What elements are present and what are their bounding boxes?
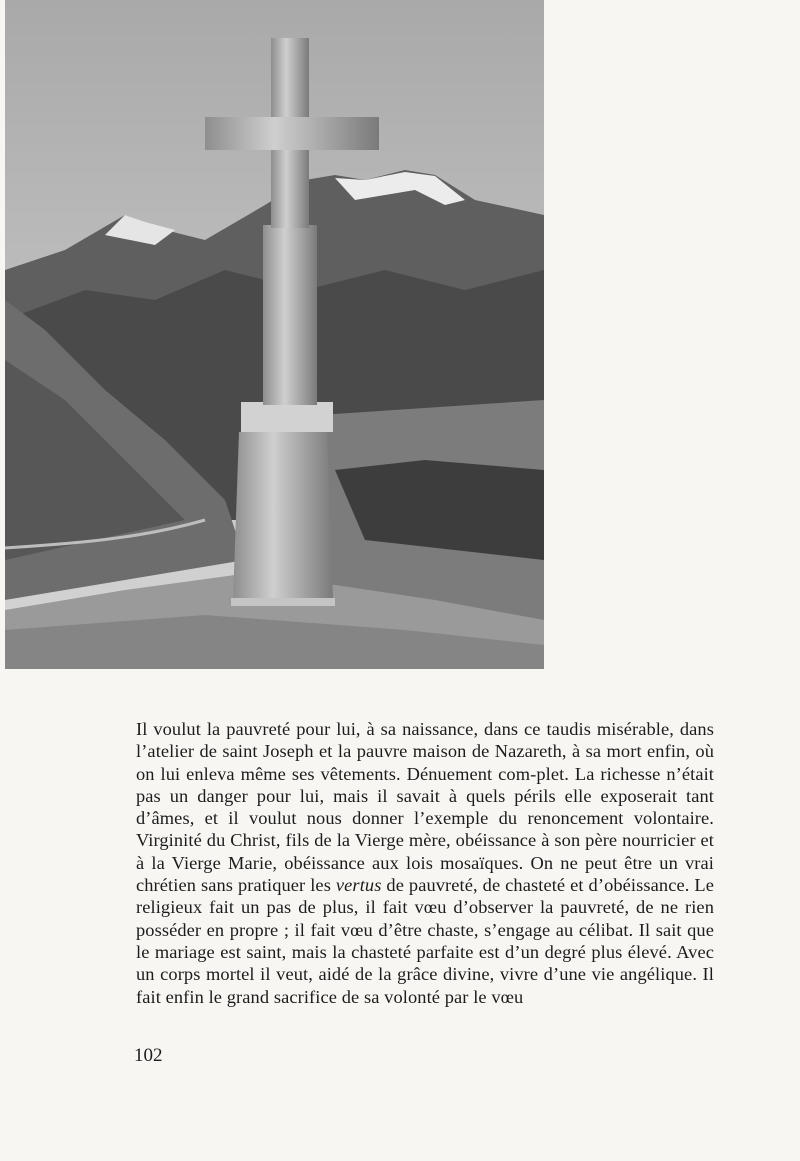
cross-mountain-photo [5,0,544,669]
italic-word: vertus [335,875,382,896]
page-number: 102 [134,1045,163,1066]
mountain-cross-icon [5,0,544,669]
body-text-part-1: Il voulut la pauvreté pour lui, à sa naissance, dans ce taudis misérable, dans l’atelier de saint Joseph et la pauvre maison de Nazareth, à sa mort enfin, où on lui enleva même ses vêtements. Dénuement com-plet. La richesse n’était pas un danger pour lui, mais il savait à quels périls elle exposerait tant d’âmes, et il voulut nous donner l’exemple du renoncement volontaire. Virginité du Christ, fils de la Vierge mère, obéissance à son père nourricier et à la Vierge Marie, obéissance aux lois mosaïques. On ne peut être un vrai chrétien sans pratiquer les [136,719,714,896]
body-text-part-2: de pauvreté, de chasteté et d’obéissance. Le religieux fait un pas de plus, il fait vœu d’observer la pauvreté, de ne rien posséder en propre ; il fait vœu d’être chaste, s’engage au célibat. Il sait que le mariage est saint, mais la chasteté parfaite est d’un degré plus élevé. Avec un corps mortel il veut, aidé de la grâce divine, vivre d’une vie angélique. Il fait enfin le grand sacrifice de sa volonté par le vœu [136,875,714,1007]
body-paragraph [136,718,714,1008]
